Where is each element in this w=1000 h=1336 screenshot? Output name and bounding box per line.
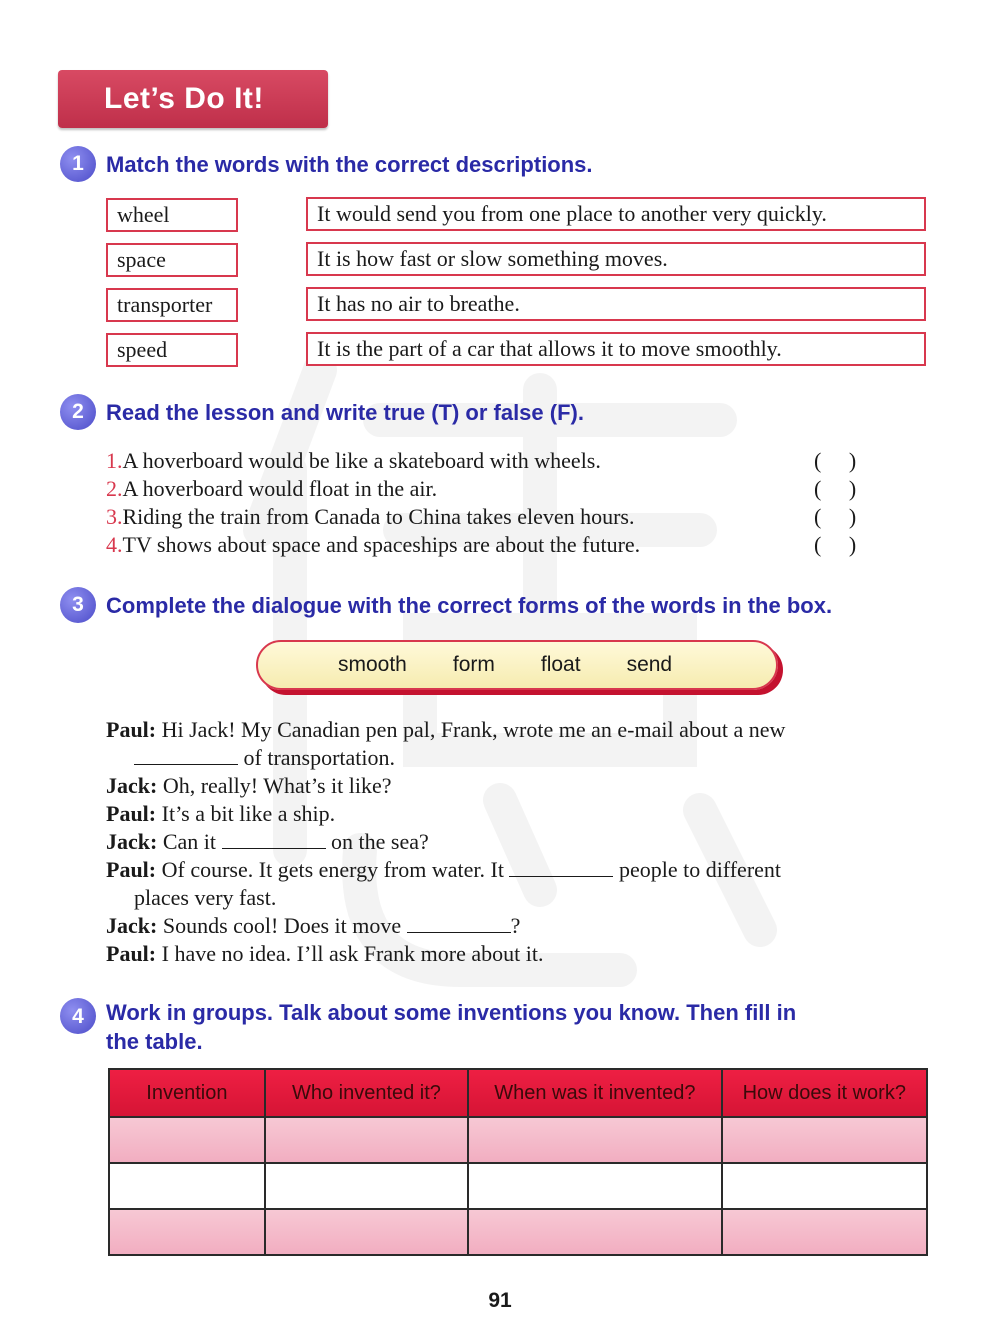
table-cell[interactable] <box>468 1117 721 1163</box>
line-text: ? <box>510 913 521 938</box>
item-text: A hoverboard would float in the air. <box>122 476 438 501</box>
match-description-4: It is the part of a car that allows it to move smoothly. <box>306 332 926 366</box>
match-word-wheel: wheel <box>106 198 238 232</box>
item-number: 1. <box>106 448 123 473</box>
banner-title: Let’s Do It! <box>104 82 264 115</box>
line-text: on the sea? <box>331 829 429 854</box>
dialogue-line <box>106 828 926 856</box>
table-header-row <box>109 1069 927 1117</box>
line-text: of transportation. <box>243 745 396 770</box>
speaker: Paul: <box>106 801 157 826</box>
word-bank-word: form <box>452 653 495 676</box>
match-word-speed: speed <box>106 333 238 367</box>
line-text: people to different <box>618 857 782 882</box>
speaker: Paul: <box>106 717 157 742</box>
dialogue-line <box>106 800 926 828</box>
column-header: When was it invented? <box>468 1069 721 1117</box>
table-cell[interactable] <box>468 1209 721 1255</box>
dialogue-line <box>106 912 926 940</box>
match-description-2: It is how fast or slow something moves. <box>306 242 926 276</box>
speaker: Jack: <box>106 913 158 938</box>
table-cell[interactable] <box>468 1163 721 1209</box>
table-row <box>109 1117 927 1163</box>
section-2-heading <box>60 400 584 430</box>
word-bank-word: smooth <box>338 653 407 676</box>
speaker: Jack: <box>106 773 158 798</box>
line-text: Of course. It gets energy from water. It <box>161 857 504 882</box>
column-header: How does it work? <box>722 1069 927 1117</box>
table-row <box>109 1163 927 1209</box>
fill-blank[interactable] <box>407 912 511 933</box>
match-description-3: It has no air to breathe. <box>306 287 926 321</box>
item-number: 3. <box>106 504 123 529</box>
speaker: Jack: <box>106 829 158 854</box>
dialogue-line <box>106 716 926 744</box>
line-text: It’s a bit like a ship. <box>161 801 336 826</box>
dialogue-line <box>106 744 926 772</box>
section-number-badge: 1 <box>60 146 96 182</box>
speaker: Paul: <box>106 857 157 882</box>
table-cell[interactable] <box>265 1117 469 1163</box>
item-text: Riding the train from Canada to China takes eleven hours. <box>122 504 635 529</box>
table-cell[interactable] <box>722 1209 927 1255</box>
item-number: 2. <box>106 476 123 501</box>
section-number-badge: 4 <box>60 998 96 1034</box>
match-word-space: space <box>106 243 238 277</box>
table-cell[interactable] <box>109 1163 265 1209</box>
section-number-badge: 3 <box>60 587 96 623</box>
table-cell[interactable] <box>265 1163 469 1209</box>
item-text: A hoverboard would be like a skateboard with wheels. <box>122 448 601 473</box>
item-number: 4. <box>106 532 123 557</box>
answer-parentheses[interactable]: ( ) <box>814 504 857 529</box>
dialogue-line <box>106 856 926 884</box>
section-4-title-line-2: the table. <box>106 1029 203 1054</box>
section-1-title: Match the words with the correct descriptions. <box>106 152 593 177</box>
true-false-item <box>106 504 866 532</box>
dialogue-line <box>106 772 926 800</box>
column-header: Invention <box>109 1069 265 1117</box>
true-false-item <box>106 448 866 476</box>
answer-parentheses[interactable]: ( ) <box>814 532 857 557</box>
section-number-badge: 2 <box>60 394 96 430</box>
section-4-heading <box>60 998 940 1056</box>
section-3-heading <box>60 593 832 623</box>
word-bank-box <box>256 640 778 690</box>
dialogue-line <box>106 940 926 968</box>
table-cell[interactable] <box>109 1209 265 1255</box>
true-false-item <box>106 476 866 504</box>
item-text: TV shows about space and spaceships are about the future. <box>122 532 641 557</box>
match-word-transporter: transporter <box>106 288 238 322</box>
dialogue <box>106 716 926 968</box>
word-bank-word: send <box>626 653 673 676</box>
line-text: places very fast. <box>134 885 277 910</box>
line-text: Can it <box>162 829 216 854</box>
table-row <box>109 1209 927 1255</box>
column-header: Who invented it? <box>265 1069 469 1117</box>
dialogue-line <box>106 884 926 912</box>
section-4-title-line-1: Work in groups. Talk about some inventions you know. Then fill in <box>106 1000 797 1025</box>
section-1-heading <box>60 152 593 182</box>
table-cell[interactable] <box>109 1117 265 1163</box>
answer-parentheses[interactable]: ( ) <box>814 448 857 473</box>
table-cell[interactable] <box>722 1117 927 1163</box>
inventions-table <box>108 1068 928 1256</box>
word-bank-word: float <box>540 653 581 676</box>
answer-parentheses[interactable]: ( ) <box>814 476 857 501</box>
line-text: Sounds cool! Does it move <box>162 913 402 938</box>
table-cell[interactable] <box>722 1163 927 1209</box>
line-text: Hi Jack! My Canadian pen pal, Frank, wrote me an e-mail about a new <box>161 717 786 742</box>
speaker: Paul: <box>106 941 157 966</box>
fill-blank[interactable] <box>509 856 613 877</box>
line-text: I have no idea. I’ll ask Frank more about it. <box>161 941 544 966</box>
lets-do-it-banner <box>58 70 328 128</box>
match-description-1: It would send you from one place to another very quickly. <box>306 197 926 231</box>
fill-blank[interactable] <box>134 744 238 765</box>
page-number: 91 <box>488 1289 512 1312</box>
section-2-title: Read the lesson and write true (T) or false (F). <box>106 400 584 425</box>
line-text: Oh, really! What’s it like? <box>162 773 392 798</box>
table-cell[interactable] <box>265 1209 469 1255</box>
section-3-title: Complete the dialogue with the correct forms of the words in the box. <box>106 593 833 618</box>
true-false-item <box>106 532 866 560</box>
fill-blank[interactable] <box>222 828 326 849</box>
